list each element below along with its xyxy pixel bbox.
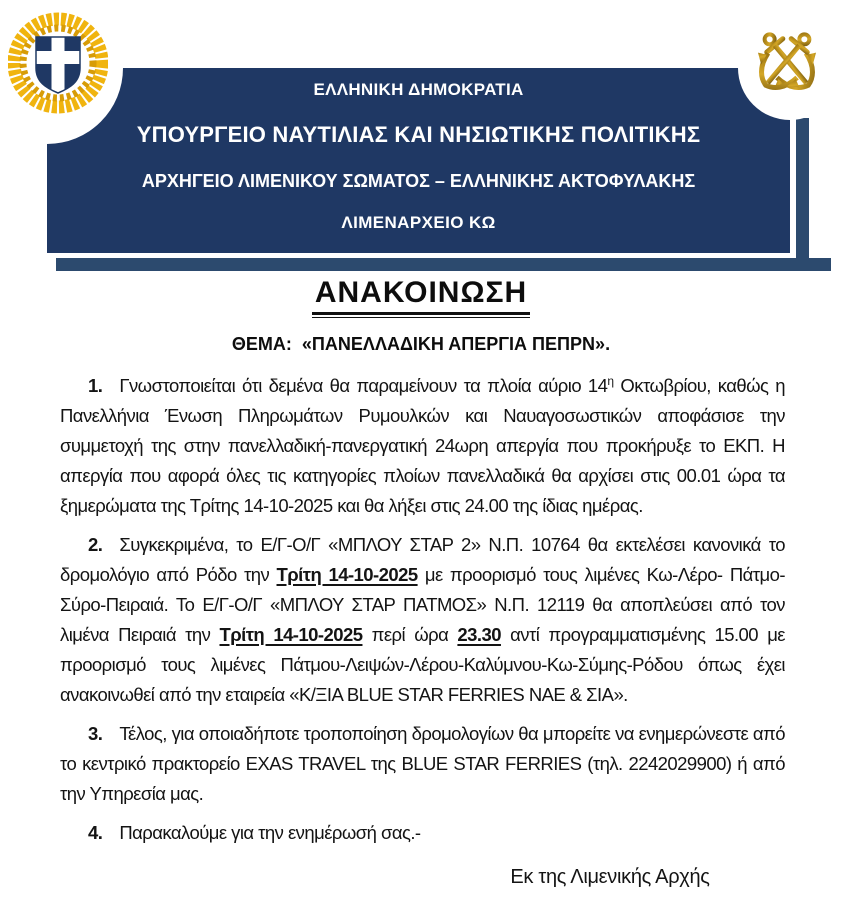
highlighted-date-1: Τρίτη 14-10-2025 xyxy=(276,564,418,585)
letterhead-box xyxy=(47,68,790,253)
letterhead-line-ministry: ΥΠΟΥΡΓΕΙΟ ΝΑΥΤΙΛΙΑΣ ΚΑΙ ΝΗΣΙΩΤΙΚΗΣ ΠΟΛΙΤΙΚΗΣ xyxy=(136,122,701,147)
paragraph-1-text-continued: Οκτωβρίου, καθώς η Πανελλήνια Ένωση Πληρωμάτων Ρυμουλκών και Ναυαγοσωστικών αποφάσισε την συμμετοχή της στην πανελλαδική-πανεργατική 24ωρη απεργία που προκήρυξε το ΕΚΠ. Η απεργία που αφορά όλες τις κατηγορίες πλοίων πανελλαδικά θα αρχίσει στις 00.01 ώρα τα ξημερώματα της Τρίτης 14-10-2025 και θα λήξει στις 24.00 της ίδιας ημέρας. xyxy=(60,375,785,516)
announcement-title-text: ΑΝΑΚΟΙΝΩΣΗ xyxy=(312,276,530,315)
paragraph-1-number: 1. xyxy=(88,375,103,396)
subject-text: «ΠΑΝΕΛΛΑΔΙΚΗ ΑΠΕΡΓΙΑ ΠΕΠΡΝ». xyxy=(301,334,611,354)
letterhead-shadow-bar-bottom xyxy=(56,258,831,271)
paragraph-2-text: Συγκεκριμένα, το Ε/Γ-Ο/Γ «ΜΠΛΟΥ ΣΤΑΡ 2» Ν.Π. 10764 θα εκτελέσει κανονικά το δρομολόγιο από Ρόδο την xyxy=(60,534,785,585)
flag-shield xyxy=(36,37,80,95)
paragraph-2-number: 2. xyxy=(88,534,103,555)
paragraph-3-number: 3. xyxy=(88,723,103,744)
paragraph-1-text: Γνωστοποιείται ότι δεμένα θα παραμείνουν τα πλοία αύριο 14 xyxy=(119,375,608,396)
signature-line: Εκ της Λιμενικής Αρχής xyxy=(510,866,710,888)
paragraph-2-text: αντί προγραμματισμένης 15.00 με προορισμό τους λιμένες Πάτμου-Λειψών-Λέρου-Καλύμνου-Κω-Σύμης-Ρόδου όπως έχει ανακοινωθεί από την εταιρεία «Κ/ΞΙΑ BLUE STAR FERRIES ΝΑΕ & ΣΙΑ». xyxy=(60,624,786,705)
paragraph-3 xyxy=(60,719,785,809)
paragraph-4-text: Παρακαλούμε για την ενημέρωσή σας.- xyxy=(119,822,421,843)
paragraph-4-number: 4. xyxy=(88,822,103,843)
highlighted-date-2: Τρίτη 14-10-2025 xyxy=(219,624,363,645)
ordinal-superscript: η xyxy=(607,373,614,388)
letterhead-line-republic: ΕΛΛΗΝΙΚΗ ΔΗΜΟΚΡΑΤΙΑ xyxy=(313,80,524,99)
announcement-title xyxy=(0,276,842,315)
paragraph-1 xyxy=(60,371,785,521)
announcement-body xyxy=(60,371,785,848)
paragraph-2-text: με προορισμό τους λιμένες Κω-Λέρο- Πάτμο-Σύρο-Πειραιά. Το Ε/Γ-Ο/Γ «ΜΠΛΟΥ ΣΤΑΡ ΠΑΤΜΟΣ» Ν.Π. 12119 θα αποπλεύσει από τον λιμένα Πειραιά την xyxy=(60,564,785,645)
paragraph-4 xyxy=(60,818,785,848)
paragraph-2-text: περί ώρα xyxy=(362,624,458,645)
greek-national-emblem-icon xyxy=(8,10,108,117)
subject-line xyxy=(0,334,842,355)
paragraph-3-text: Τέλος, για οποιαδήποτε τροποποίηση δρομολογίων θα μπορείτε να ενημερώνεστε από το κεντρικό πρακτορείο EXAS TRAVEL της BLUE STAR FERRIES (τηλ. 2242029900) ή από την Υπηρεσία μας. xyxy=(60,723,785,804)
letterhead-line-port-authority: ΛΙΜΕΝΑΡΧΕΙΟ ΚΩ xyxy=(341,213,496,232)
crossed-anchors-icon xyxy=(738,16,836,104)
paragraph-2 xyxy=(60,530,785,710)
subject-label: ΘΕΜΑ: xyxy=(231,334,292,354)
document-content xyxy=(0,274,842,889)
highlighted-time: 23.30 xyxy=(457,624,501,645)
letterhead-line-coastguard-hq: ΑΡΧΗΓΕΙΟ ΛΙΜΕΝΙΚΟΥ ΣΩΜΑΤΟΣ – ΕΛΛΗΝΙΚΗΣ ΑΚΤΟΦΥΛΑΚΗΣ xyxy=(141,171,696,191)
letterhead-shadow-bar-right xyxy=(796,118,809,271)
letterhead-text xyxy=(47,68,790,253)
